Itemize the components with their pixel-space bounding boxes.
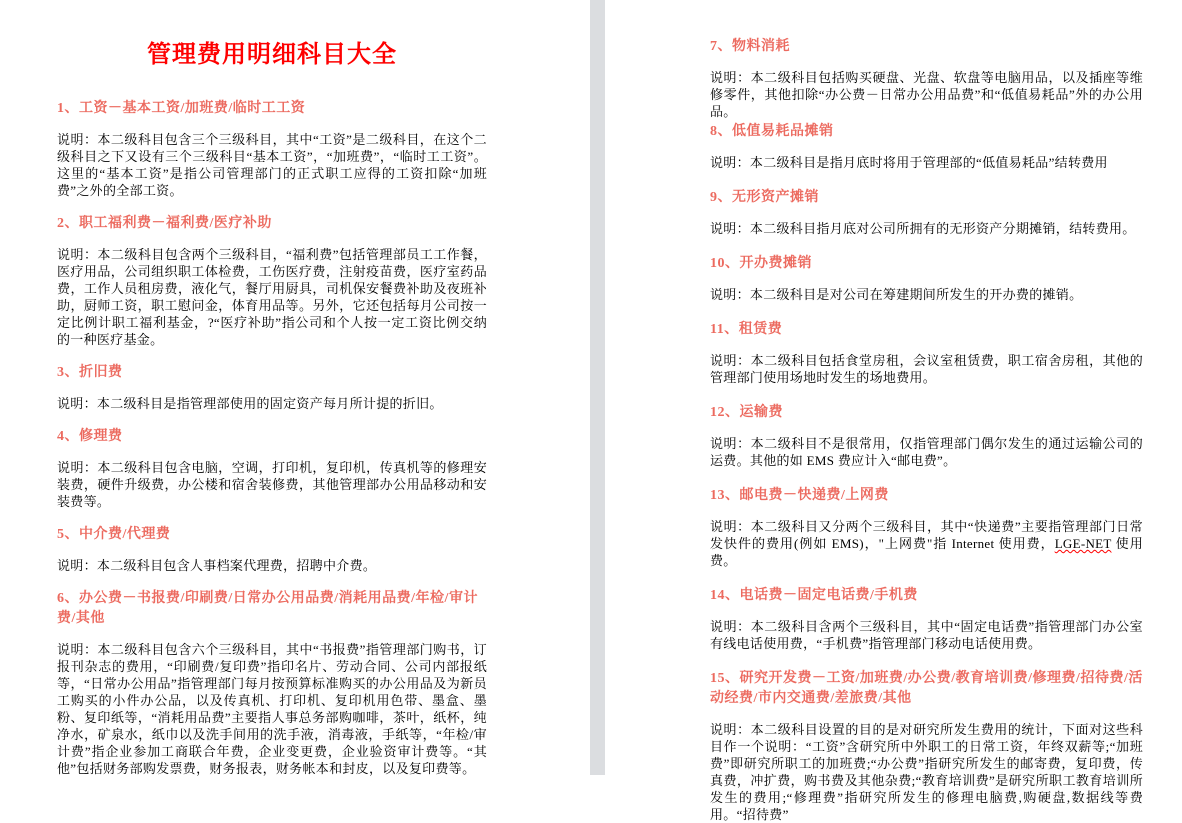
section-3-body: 说明：本二级科目是指管理部使用的固定资产每月所计提的折旧。: [57, 396, 443, 411]
section-15: [710, 669, 1143, 823]
section-12: [710, 403, 1143, 469]
section-13-body-before: 说明：本二级科目又分两个三级科目，其中“快递费”主要指管理部门日常发快件的费用(例如 EMS)，"上网费"指 Internet 使用费，: [710, 519, 1143, 551]
section-5-heading: 5、中介费/代理费: [57, 527, 171, 542]
document-title: 管理费用明细科目大全: [147, 42, 397, 68]
section-1: [57, 99, 487, 199]
section-3: [57, 363, 487, 412]
section-14: [710, 586, 1143, 652]
section-8-body: 说明：本二级科目是指月底时将用于管理部的“低值易耗品”结转费用: [710, 155, 1108, 170]
page-gap: [590, 0, 605, 775]
section-10-heading: 10、开办费摊销: [710, 256, 812, 271]
section-7: [710, 37, 1143, 120]
section-2: [57, 214, 487, 348]
section-11-heading: 11、租赁费: [710, 322, 783, 337]
section-11-body: 说明：本二级科目包括食堂房租，会议室租赁费，职工宿舍房租，其他的管理部门使用场地时发生的场地费用。: [710, 353, 1143, 385]
section-9-heading: 9、无形资产摊销: [710, 190, 819, 205]
section-13: [710, 486, 1143, 569]
section-2-body: 说明：本二级科目包含两个三级科目，“福利费”包括管理部员工工作餐，医疗用品，公司组织职工体检费，工伤医疗费，注射疫苗费，医疗室药品费，工作人员租房费，液化气，餐厅用厨具，司机保安餐费补助及夜班补助，厨师工资，职工慰问金，体育用品等。另外，它还包括每月公司按一定比例计职工福利基金，?“医疗补助”指公司和个人按一定工资比例交纳的一种医疗基金。: [57, 247, 487, 347]
section-5-body: 说明：本二级科目包含人事档案代理费，招聘中介费。: [57, 558, 377, 573]
section-14-heading: 14、电话费－固定电话费/手机费: [710, 588, 918, 603]
section-10-body: 说明：本二级科目是对公司在筹建期间所发生的开办费的摊销。: [710, 287, 1083, 302]
section-8-heading: 8、低值易耗品摊销: [710, 124, 834, 139]
section-1-body: 说明：本二级科目包含三个三级科目，其中“工资”是二级科目，在这个二级科目之下又设有三个三级科目“基本工资”，“加班费”，“临时工工资”。这里的“基本工资”是指公司管理部门的正式职工应得的工资扣除“加班费”之外的全部工资。: [57, 132, 487, 198]
document-page-2[interactable]: [605, 0, 1182, 822]
section-6-heading: 6、办公费－书报费/印刷费/日常办公用品费/消耗用品费/年检/审计费/其他: [57, 591, 478, 626]
section-7-heading: 7、物料消耗: [710, 39, 790, 54]
section-4: [57, 427, 487, 510]
document-page-1[interactable]: [0, 0, 590, 775]
section-12-heading: 12、运输费: [710, 405, 783, 420]
section-12-body: 说明：本二级科目不是很常用，仅指管理部门偶尔发生的通过运输公司的运费。其他的如 EMS 费应计入“邮电费”。: [710, 436, 1143, 468]
section-4-body: 说明：本二级科目包含电脑，空调，打印机，复印机，传真机等的修理安装费，硬件升级费，办公楼和宿舍装修费，其他管理部办公用品移动和安装费等。: [57, 460, 487, 509]
section-6-body: 说明：本二级科目包含六个三级科目，其中“书报费”指管理部门购书，订报刊杂志的费用，“印刷费/复印费”指印名片、劳动合同、公司内部报纸等，“日常办公用品”指管理部门每月按预算标准购买的办公用品及为新员工购买的小件办公品，以及传真机、打印机、复印机用色带、墨盒、墨粉、复印纸等，“消耗用品费”主要指人事总务部购咖啡，茶叶，纸杯，纯净水，矿泉水，纸巾以及洗手间用的洗手液，消毒液，手纸等，“年检/审计费”指企业参加工商联合年费，企业变更费，企业验资审计费等。“其他”包括财务部购发票费，财务报表，财务帐本和封皮，以及复印费等。: [57, 642, 487, 776]
section-13-body-after: 使用费。: [710, 536, 1143, 568]
section-5: [57, 525, 487, 574]
section-15-heading: 15、研究开发费－工资/加班费/办公费/教育培训费/修理费/招待费/活动经费/市内交通费/差旅费/其他: [710, 671, 1143, 706]
section-8: [710, 122, 1143, 171]
section-6: [57, 589, 487, 777]
section-2-heading: 2、职工福利费－福利费/医疗补助: [57, 216, 272, 231]
section-14-body: 说明：本二级科目含两个三级科目，其中“固定电话费”指管理部门办公室有线电话使用费，“手机费”指管理部门移动电话使用费。: [710, 619, 1143, 651]
section-4-heading: 4、修理费: [57, 429, 123, 444]
section-1-heading: 1、工资－基本工资/加班费/临时工工资: [57, 101, 306, 116]
section-7-body: 说明：本二级科目包括购买硬盘、光盘、软盘等电脑用品，以及插座等维修零件，其他扣除“办公费－日常办公用品费”和“低值易耗品”外的办公用品。: [710, 70, 1143, 119]
section-13-body: [710, 518, 1143, 569]
section-9-body: 说明：本二级科目指月底对公司所拥有的无形资产分期摊销，结转费用。: [710, 221, 1136, 236]
section-13-heading: 13、邮电费－快递费/上网费: [710, 488, 889, 503]
section-10: [710, 254, 1143, 303]
section-9: [710, 188, 1143, 237]
misspelled-term-spellcheck-underline: LGE-NET: [1054, 536, 1112, 551]
section-11: [710, 320, 1143, 386]
section-3-heading: 3、折旧费: [57, 365, 123, 380]
section-15-body: 说明：本二级科目设置的目的是对研究所发生费用的统计，下面对这些科目作一个说明：“工资”含研究所中外职工的日常工资，年终双薪等;“加班费”即研究所职工的加班费;“办公费”指研究所发生的邮寄费，复印费，传真费，冲扩费，购书费及其他杂费;“教育培训费”是研究所职工教育培训所发生的费用;“修理费”指研究所发生的修理电脑费,购硬盘,数据线等费用。“招待费”: [710, 722, 1143, 822]
